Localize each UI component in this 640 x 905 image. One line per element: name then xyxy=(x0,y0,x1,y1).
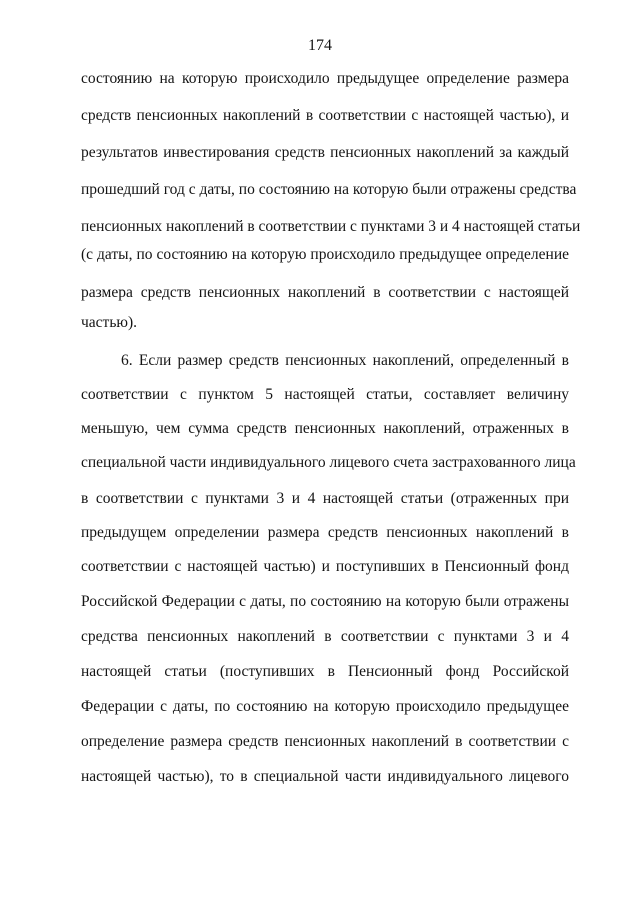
text-line: предыдущем определении размера средств пенсионных накоплений в xyxy=(81,524,569,541)
text-line: в соответствии с пунктами 3 и 4 настоящей статьи (отраженных при xyxy=(81,490,569,507)
text-line: (с даты, по состоянию на которую происходило предыдущее определение xyxy=(81,246,569,263)
text-line: результатов инвестирования средств пенсионных накоплений за каждый xyxy=(81,144,569,161)
text-line: определение размера средств пенсионных накоплений в соответствии с xyxy=(81,733,569,750)
text-line: специальной части индивидуального лицевого счета застрахованного лица xyxy=(81,454,576,471)
page-number: 174 xyxy=(308,37,332,54)
text-line: частью). xyxy=(81,314,138,331)
text-line: меньшую, чем сумма средств пенсионных накоплений, отраженных в xyxy=(81,420,569,437)
text-line: настоящей статьи (поступивших в Пенсионный фонд Российской xyxy=(81,663,569,680)
text-line: состоянию на которую происходило предыдущее определение размера xyxy=(81,70,569,87)
text-line: средств пенсионных накоплений в соответствии с настоящей частью), и xyxy=(81,107,569,124)
text-line: настоящей частью), то в специальной части индивидуального лицевого xyxy=(81,768,569,785)
text-line: соответствии с настоящей частью) и поступивших в Пенсионный фонд xyxy=(81,558,569,575)
text-line: прошедший год с даты, по состоянию на которую были отражены средства xyxy=(81,181,577,198)
text-line: средства пенсионных накоплений в соответствии с пунктами 3 и 4 xyxy=(81,628,569,645)
text-line: пенсионных накоплений в соответствии с пунктами 3 и 4 настоящей статьи xyxy=(81,218,581,235)
text-line: 6. Если размер средств пенсионных накоплений, определенный в xyxy=(121,352,569,369)
text-line: размера средств пенсионных накоплений в соответствии с настоящей xyxy=(81,284,569,301)
text-line: Федерации с даты, по состоянию на которую происходило предыдущее xyxy=(81,698,569,715)
text-line: соответствии с пунктом 5 настоящей статьи, составляет величину xyxy=(81,386,569,403)
text-line: Российской Федерации с даты, по состоянию на которую были отражены xyxy=(81,593,569,610)
